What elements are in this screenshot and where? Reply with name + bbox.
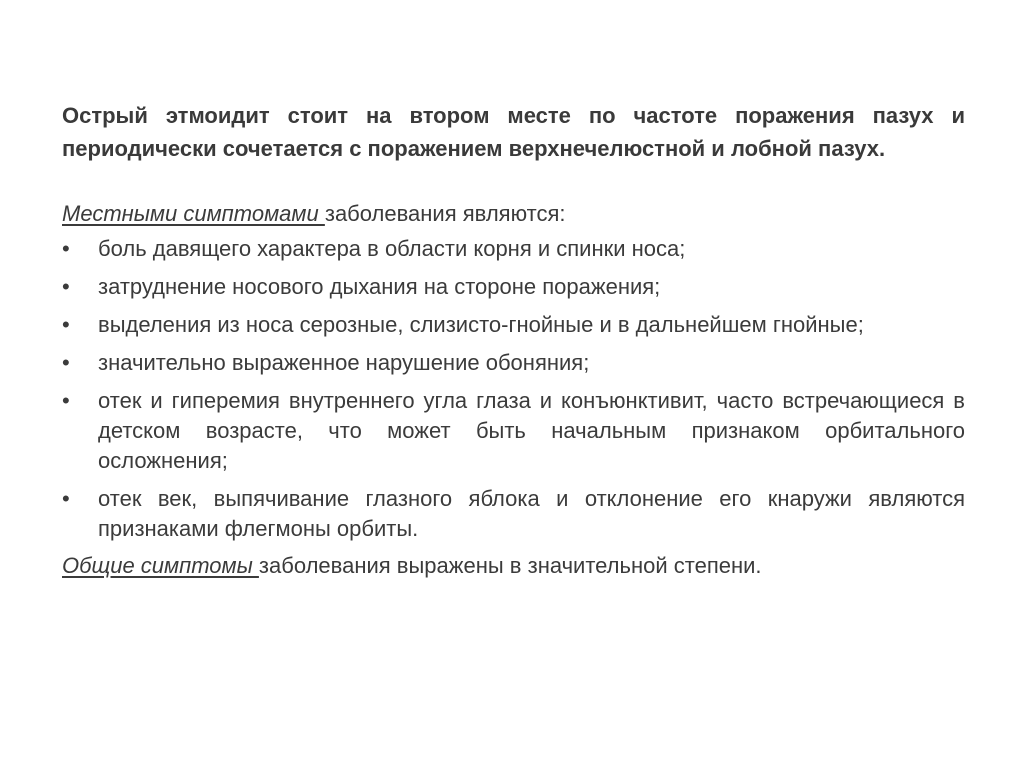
symptom-text: боль давящего характера в области корня и спинки носа; bbox=[98, 236, 686, 261]
symptom-text: затруднение носового дыхания на стороне поражения; bbox=[98, 274, 661, 299]
symptom-text: выделения из носа серозные, слизисто-гнойные и в дальнейшем гнойные; bbox=[98, 312, 864, 337]
list-item bbox=[62, 272, 965, 302]
bullet-icon: • bbox=[62, 350, 70, 375]
bullet-icon: • bbox=[62, 388, 70, 413]
general-symptoms-rest: заболевания выражены в значительной степени. bbox=[258, 553, 762, 578]
symptom-text: отек век, выпячивание глазного яблока и отклонение его кнаружи являются признаками флегмоны орбиты. bbox=[98, 486, 965, 541]
bullet-icon: • bbox=[62, 236, 70, 261]
list-item bbox=[62, 234, 965, 264]
symptom-text: отек и гиперемия внутреннего угла глаза и конъюнктивит, часто встречающиеся в детском возрасте, что может быть начальным признаком орбитального осложнения; bbox=[98, 388, 965, 473]
symptom-list bbox=[62, 234, 965, 544]
bullet-icon: • bbox=[62, 274, 70, 299]
local-symptoms-emphasis: Местными симптомами bbox=[62, 201, 325, 226]
local-symptoms-heading bbox=[62, 198, 965, 230]
list-item bbox=[62, 484, 965, 544]
slide-content bbox=[62, 99, 965, 582]
intro-paragraph: Острый этмоидит стоит на втором месте по частоте поражения пазух и периодически сочетается с поражением верхнечелюстной и лобной пазух. bbox=[62, 103, 965, 161]
general-symptoms-emphasis: Общие симптомы bbox=[62, 553, 259, 578]
local-symptoms-rest: заболевания являются: bbox=[324, 201, 566, 226]
list-item bbox=[62, 348, 965, 378]
bullet-icon: • bbox=[62, 486, 70, 511]
symptom-text: значительно выраженное нарушение обоняния; bbox=[98, 350, 590, 375]
list-item bbox=[62, 386, 965, 476]
list-item bbox=[62, 310, 965, 340]
bullet-icon: • bbox=[62, 312, 70, 337]
general-symptoms-line bbox=[62, 550, 965, 582]
